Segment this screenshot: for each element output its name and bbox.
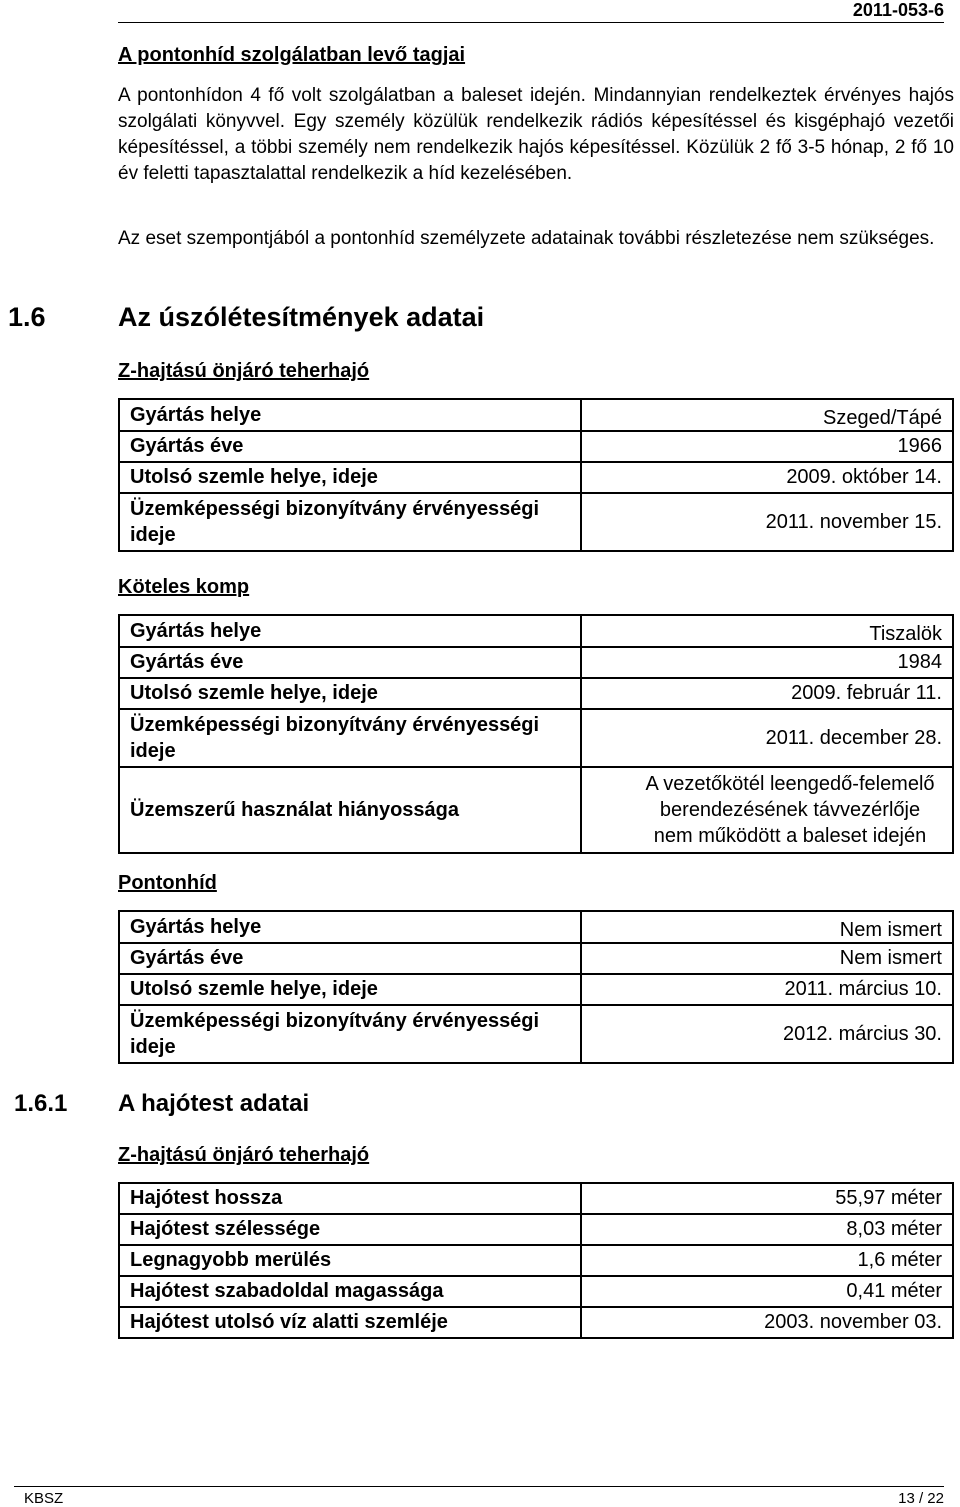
row-value: 1984 (581, 647, 953, 678)
row-label: Hajótest szabadoldal magassága (119, 1276, 581, 1307)
row-value: 2009. október 14. (581, 462, 953, 493)
header-rule (118, 22, 944, 23)
table-row (119, 1214, 953, 1245)
row-label: Üzemképességi bizonyítvány érvényességi ideje (119, 709, 581, 767)
row-label: Gyártás éve (119, 647, 581, 678)
table-row (119, 493, 953, 551)
table-row (119, 678, 953, 709)
row-value: 2011. március 10. (581, 974, 953, 1005)
hull-heading: Z-hajtású önjáró teherhajó (118, 1144, 370, 1166)
table-row (119, 1183, 953, 1214)
row-value: 55,97 méter (581, 1183, 953, 1214)
section-title: A hajótest adatai (118, 1090, 310, 1117)
table-row (119, 767, 953, 853)
table-row (119, 709, 953, 767)
table-row (119, 399, 953, 431)
document-id: 2011-053-6 (852, 0, 944, 20)
row-label: Gyártás helye (119, 399, 581, 431)
section-number: 1.6 (8, 302, 46, 332)
footer-organization: KBSZ (24, 1490, 64, 1507)
section-title: Az úszólétesítmények adatai (118, 302, 485, 332)
row-value: Tiszalök (581, 615, 953, 647)
hull-table (118, 1182, 954, 1339)
table-row (119, 943, 953, 974)
section-number: 1.6.1 (14, 1090, 68, 1117)
row-label: Gyártás éve (119, 431, 581, 462)
table-row (119, 1005, 953, 1063)
row-label: Üzemszerű használat hiányossága (119, 767, 581, 853)
table-row (119, 1276, 953, 1307)
row-value: 8,03 méter (581, 1214, 953, 1245)
table-row (119, 911, 953, 943)
row-label: Üzemképességi bizonyítvány érvényességi ideje (119, 1005, 581, 1063)
cargo-ship-heading: Z-hajtású önjáró teherhajó (118, 360, 370, 382)
crew-paragraph-2: Az eset szempontjából a pontonhíd személyzete adatainak további részletezése nem szükséges. (118, 228, 935, 249)
row-value: Nem ismert (581, 911, 953, 943)
section-1-6-heading (8, 302, 484, 333)
row-label: Utolsó szemle helye, ideje (119, 462, 581, 493)
row-label: Utolsó szemle helye, ideje (119, 974, 581, 1005)
table-row (119, 647, 953, 678)
cargo-ship-table (118, 398, 954, 552)
row-label: Gyártás éve (119, 943, 581, 974)
table-row (119, 462, 953, 493)
row-value: Szeged/Tápé (581, 399, 953, 431)
row-label: Legnagyobb merülés (119, 1245, 581, 1276)
table-row (119, 1307, 953, 1338)
row-value: A vezetőkötél leengedő-felemelő berendezésének távvezérlője nem működött a baleset idején (581, 767, 953, 853)
table-row (119, 615, 953, 647)
row-value: 1,6 méter (581, 1245, 953, 1276)
row-value: 0,41 méter (581, 1276, 953, 1307)
pontoon-table (118, 910, 954, 1064)
ferry-heading: Köteles komp (118, 576, 250, 598)
row-value: 2011. november 15. (581, 493, 953, 551)
row-label: Gyártás helye (119, 911, 581, 943)
row-value: Nem ismert (581, 943, 953, 974)
row-value: 2003. november 03. (581, 1307, 953, 1338)
row-label: Utolsó szemle helye, ideje (119, 678, 581, 709)
crew-paragraph-1: A pontonhídon 4 fő volt szolgálatban a baleset idején. Mindannyian rendelkeztek érvényes hajós szolgálati könyvvel. Egy személy közülük rendelkezik rádiós képesítéssel és kisgéphajó vezetői képesítéssel, a többi személy nem rendelkezik hajós képesítéssel. Közülük 2 fő 3-5 hónap, 2 fő 10 év feletti tapasztalattal rendelkezik a híd kezelésében. (118, 85, 954, 184)
page-number: 13 / 22 (898, 1490, 944, 1507)
row-label: Hajótest utolsó víz alatti szemléje (119, 1307, 581, 1338)
row-value: 1966 (581, 431, 953, 462)
row-label: Hajótest szélessége (119, 1214, 581, 1245)
crew-section-title: A pontonhíd szolgálatban levő tagjai (118, 44, 466, 66)
row-label: Üzemképességi bizonyítvány érvényességi ideje (119, 493, 581, 551)
row-label: Gyártás helye (119, 615, 581, 647)
table-row (119, 1245, 953, 1276)
pontoon-heading: Pontonhíd (118, 872, 217, 894)
row-label: Hajótest hossza (119, 1183, 581, 1214)
row-value: 2009. február 11. (581, 678, 953, 709)
footer-rule (14, 1486, 944, 1487)
table-row (119, 431, 953, 462)
row-value: 2011. december 28. (581, 709, 953, 767)
row-value: 2012. március 30. (581, 1005, 953, 1063)
table-row (119, 974, 953, 1005)
ferry-table (118, 614, 954, 854)
section-1-6-1-heading (14, 1090, 309, 1118)
